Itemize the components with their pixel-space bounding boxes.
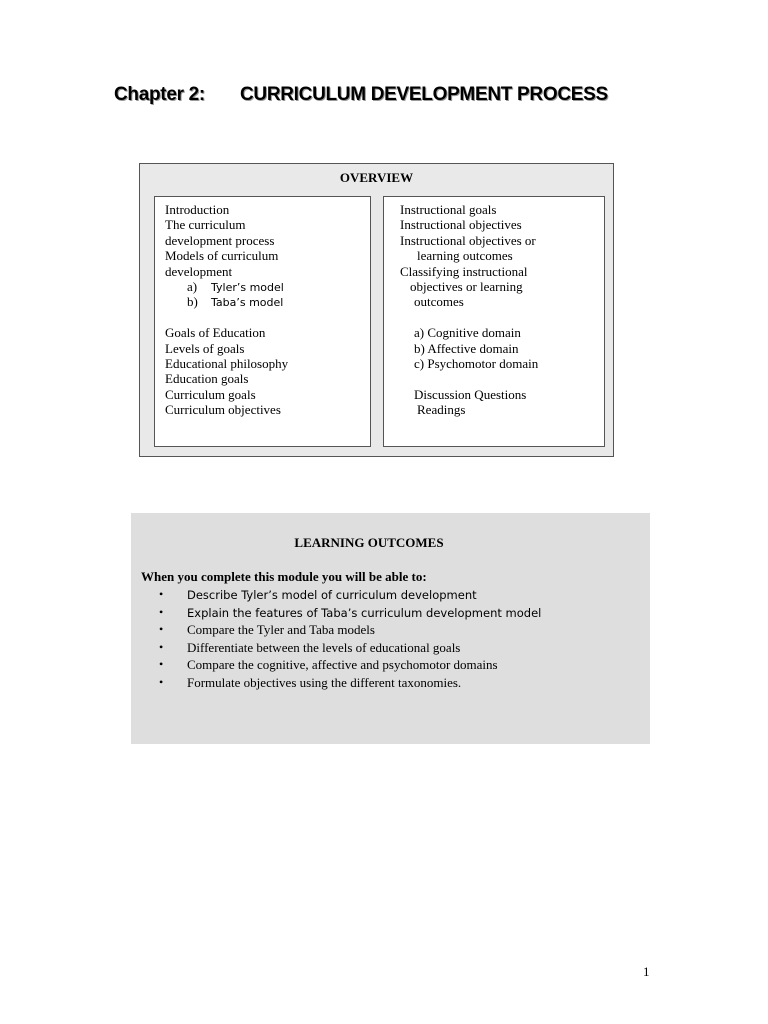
overview-domain-item: a) Cognitive domain [414, 325, 521, 341]
overview-right-line: learning outcomes [417, 248, 513, 264]
overview-right-line: Classifying instructional [400, 263, 528, 279]
bullet-icon: • [159, 639, 164, 654]
overview-right-column [383, 196, 605, 447]
list-item [159, 674, 541, 692]
list-item [159, 604, 541, 622]
overview-model-item [165, 294, 370, 309]
bullet-icon: • [159, 657, 164, 672]
overview-left-line: The curriculum [165, 217, 246, 233]
bullet-icon: • [159, 587, 164, 601]
outcome-text: Compare the Tyler and Taba models [187, 622, 375, 638]
overview-left-line: Curriculum objectives [165, 402, 281, 418]
model-label: b) [187, 294, 198, 310]
bullet-icon: • [159, 622, 164, 637]
learning-outcomes-heading: LEARNING OUTCOMES [294, 535, 444, 550]
overview-left-line: development [165, 263, 233, 279]
bullet-icon: • [159, 674, 164, 689]
overview-left-line: Educational philosophy [165, 355, 289, 371]
overview-domain-item: c) Psychomotor domain [414, 355, 539, 371]
overview-right-line: outcomes [414, 294, 464, 310]
overview-model-item [165, 279, 370, 294]
overview-heading: OVERVIEW [339, 170, 414, 185]
overview-left-line: Introduction [165, 202, 230, 217]
overview-right-line: objectives or learning [410, 278, 523, 294]
model-label: a) [187, 278, 198, 294]
page-number: 1 [643, 964, 650, 979]
outcome-text: Explain the features of Taba’s curriculum development model [187, 605, 542, 620]
outcome-text: Describe Tyler’s model of curriculum development [187, 588, 477, 602]
bullet-icon: • [159, 604, 164, 619]
overview-right-line: Instructional goals [400, 202, 497, 217]
outcome-text: Compare the cognitive, affective and psychomotor domains [187, 657, 498, 673]
overview-readings: Readings [417, 402, 466, 418]
learning-outcomes-intro: When you complete this module you will be able to: [141, 569, 427, 584]
model-text: Tyler’s model [211, 280, 284, 294]
model-text: Taba’s model [211, 296, 284, 310]
list-item [159, 639, 541, 657]
list-item [159, 621, 541, 639]
list-item [159, 656, 541, 674]
learning-outcomes-list [159, 586, 541, 692]
overview-left-line: Education goals [165, 371, 249, 387]
overview-left-line: Goals of Education [165, 325, 266, 341]
overview-discussion: Discussion Questions [414, 386, 527, 402]
overview-right-line: Instructional objectives [400, 217, 522, 233]
overview-domain-item: b) Affective domain [414, 340, 519, 356]
outcome-text: Formulate objectives using the different taxonomies. [187, 674, 462, 690]
overview-box [139, 163, 614, 457]
overview-right-line: Instructional objectives or [400, 232, 536, 248]
outcome-text: Differentiate between the levels of educational goals [187, 639, 461, 655]
list-item [159, 586, 541, 604]
overview-left-line: Curriculum goals [165, 386, 256, 402]
overview-left-line: development process [165, 232, 275, 248]
overview-left-line: Models of curriculum [165, 248, 279, 264]
overview-left-line: Levels of goals [165, 340, 245, 356]
chapter-heading [114, 84, 714, 106]
overview-left-column [154, 196, 371, 447]
chapter-title: CURRICULUM DEVELOPMENT PROCESS [240, 84, 608, 105]
learning-outcomes-box [131, 513, 650, 744]
chapter-number: Chapter 2: [114, 84, 205, 105]
